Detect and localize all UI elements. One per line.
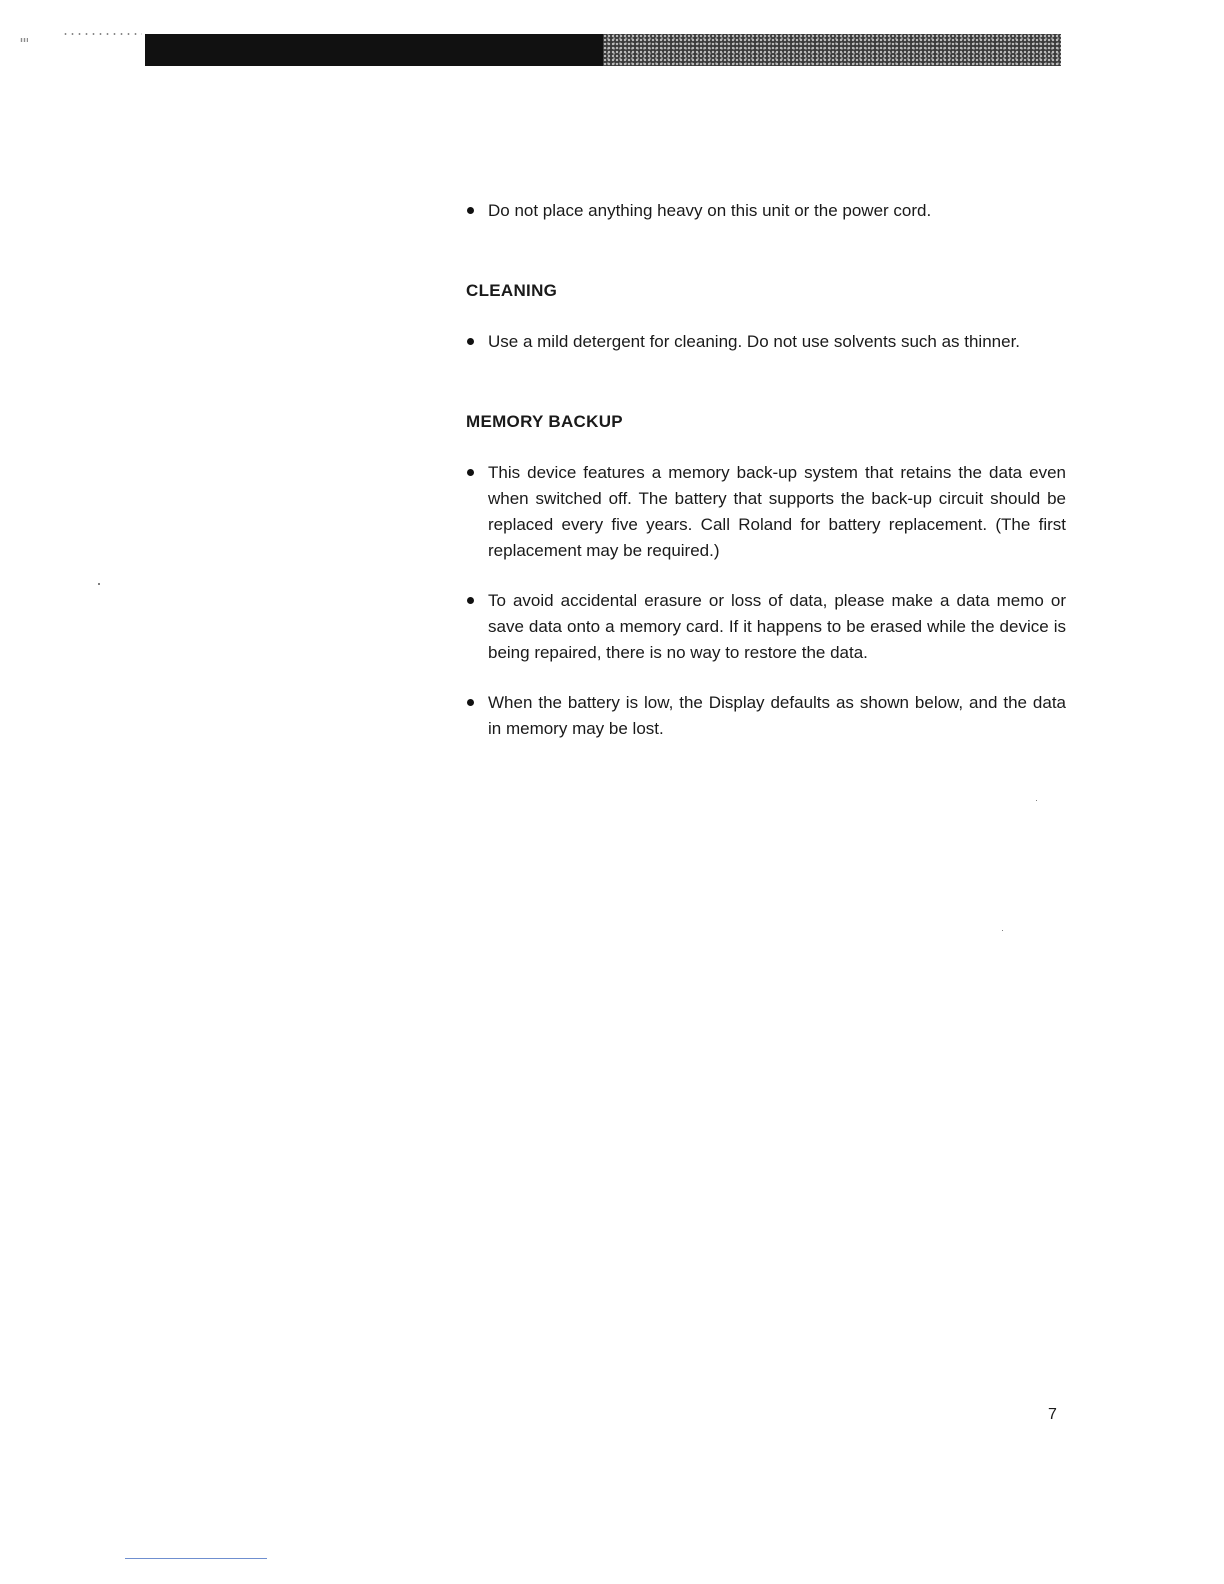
- scan-speck: [98, 583, 100, 585]
- cleaning-heading: CLEANING: [466, 281, 558, 300]
- header-dot-leader: [62, 33, 142, 35]
- header-bar-halftone: [603, 34, 1061, 66]
- cleaning-bullet-1: Use a mild detergent for cleaning. Do not use solvents such as thinner.: [466, 329, 1066, 355]
- header-bar: [145, 34, 1061, 66]
- page-number: 7: [1048, 1406, 1057, 1423]
- intro-bullet: Do not place anything heavy on this unit or the power cord.: [466, 198, 1066, 224]
- memory-backup-bullet-1: This device features a memory back-up system that retains the data even when switched off. The battery that supports the back-up circuit should be replaced every five years. Call Roland for battery replacement. (The first replacement may be required.): [466, 460, 1066, 564]
- memory-backup-heading: MEMORY BACKUP: [466, 412, 623, 431]
- scan-artifact-mark: [20, 38, 28, 42]
- scan-speck: [1002, 930, 1003, 931]
- footer-rule: [125, 1558, 267, 1559]
- memory-backup-bullet-2: To avoid accidental erasure or loss of data, please make a data memo or save data onto a memory card. If it happens to be erased while the device is being repaired, there is no way to restore the data.: [466, 588, 1066, 666]
- main-content: [466, 198, 1066, 742]
- memory-backup-bullet-3: When the battery is low, the Display defaults as shown below, and the data in memory may be lost.: [466, 690, 1066, 742]
- header-bar-solid: [145, 34, 603, 66]
- scan-speck: [1036, 800, 1037, 801]
